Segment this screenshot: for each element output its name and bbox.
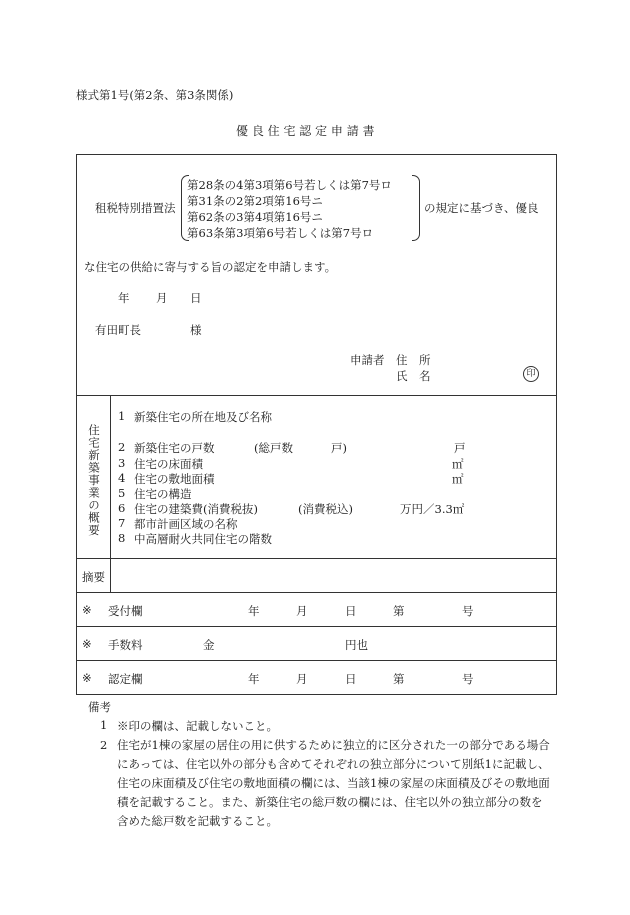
intro-suffix: の規定に基づき、優良 [424,201,539,215]
divider-summary-reception [76,592,557,593]
remarks-heading: 備考 [88,700,111,714]
reception-mark: ※ [82,603,92,617]
fee-kin: 金 [203,638,215,652]
reception-dai: 第 [393,604,405,618]
cert-month: 月 [296,672,308,686]
item-6-num: 6 [118,501,126,515]
article-4: 第63条第3項第6号若しくは第7号ロ [187,226,374,240]
item-8-label: 中高層耐火共同住宅の階数 [134,532,272,546]
item-4-num: 4 [118,471,126,485]
divider-overview-summary [76,558,557,559]
item-5-label: 住宅の構造 [134,487,192,501]
cert-day: 日 [345,672,357,686]
intro-continuation: な住宅の供給に寄与する旨の認定を申請します。 [84,260,337,274]
addressee-office: 有田町長 [95,323,141,337]
item-2-extra2: 戸) [331,441,347,455]
summary-label: 摘要 [82,570,105,584]
overview-side-divider [110,395,111,592]
cert-label: 認定欄 [108,672,143,686]
article-1: 第28条の4第3項第6号若しくは第7号ロ [187,178,392,192]
seal-mark: 印 [523,366,539,382]
item-7-num: 7 [118,516,126,530]
divider-reception-fee [76,626,557,627]
date-month: 月 [156,291,168,305]
divider-fee-certification [76,660,557,661]
addressee-honorific: 様 [190,323,202,337]
applicant-name-label: 氏 名 [396,369,431,383]
remark-1-num: 1 [100,718,108,732]
remark-2-text: 住宅が1棟の家屋の居住の用に供するために独立的に区分された一の部分である場合にあっては、住宅以外の部分も含めてそれぞれの独立部分について別紙1に記載し、住宅の床面積及び住宅の敷地面積の欄には、当該1棟の家屋の床面積及びその敷地面積を記載すること。また、新築住宅の総戸数の欄には、住宅以外の独立部分の数を含めた総戸数を記載すること。 [117,738,550,828]
reception-month: 月 [296,604,308,618]
applicant-label: 申請者 [350,353,385,367]
reception-label: 受付欄 [108,604,143,618]
divider-application-overview [76,395,557,396]
fee-mark: ※ [82,637,92,651]
overview-side-label: 住宅新築事業の概要 [87,424,101,537]
fee-yen: 円也 [345,638,368,652]
cert-dai: 第 [393,672,405,686]
reception-year: 年 [248,604,260,618]
applicant-address-label: 住 所 [396,353,431,367]
item-4-label: 住宅の敷地面積 [134,472,215,486]
item-3-label: 住宅の床面積 [134,457,203,471]
fee-label: 手数料 [108,638,143,652]
item-2-unit: 戸 [454,441,466,455]
item-5-num: 5 [118,486,126,500]
item-6-label: 住宅の建築費(消費税抜) [134,502,258,516]
reception-go: 号 [462,604,474,618]
page-title: 優 良 住 宅 認 定 申 請 書 [236,124,375,138]
item-1-label: 新築住宅の所在地及び名称 [134,410,272,424]
item-2-label: 新築住宅の戸数 [134,441,215,455]
article-2: 第31条の2第2項第16号ニ [187,194,323,208]
right-brace [412,175,420,241]
item-3-unit: ㎡ [452,457,464,471]
item-2-extra1: (総戸数 [254,441,293,455]
cert-go: 号 [462,672,474,686]
cert-mark: ※ [82,671,92,685]
article-3: 第62条の3第4項第16号ニ [187,210,323,224]
remark-2-num: 2 [100,738,108,752]
item-4-unit: ㎡ [452,472,464,486]
cert-year: 年 [248,672,260,686]
form-number: 様式第1号(第2条、第3条関係) [76,88,234,102]
item-3-num: 3 [118,456,126,470]
date-year: 年 [118,291,130,305]
law-name: 租税特別措置法 [95,201,176,215]
remark-1-text: ※印の欄は、記載しないこと。 [117,719,278,733]
reception-day: 日 [345,604,357,618]
item-2-num: 2 [118,440,126,454]
date-day: 日 [190,291,202,305]
item-8-num: 8 [118,531,126,545]
item-6-extra1: (消費税込) [298,502,353,516]
item-7-label: 都市計画区域の名称 [134,517,238,531]
item-1-num: 1 [118,409,126,423]
item-6-unit: 万円／3.3㎡ [400,502,465,516]
